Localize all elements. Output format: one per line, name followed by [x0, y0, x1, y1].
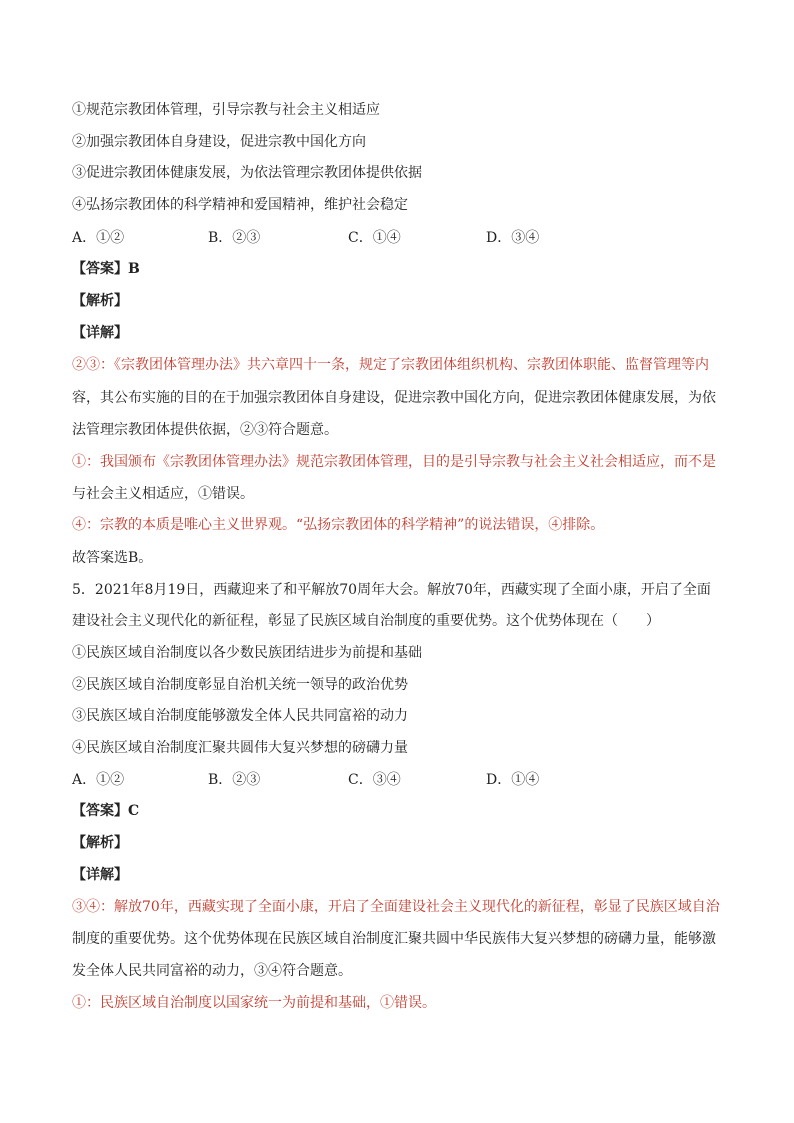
q4-option-b: B．②③ [208, 230, 261, 246]
q5-stem-line-1: 5．2021年8月19日，西藏迎来了和平解放70周年大会。解放70年，西藏实现了全面小康，开启了全面 [72, 582, 711, 598]
q5-option-b: B．②③ [208, 772, 261, 788]
q4-item-3: ③促进宗教团体健康发展，为依法管理宗教团体提供依据 [72, 165, 422, 181]
q4-option-a: A．①② [72, 230, 125, 246]
q5-explain-line-4: ①：民族区域自治制度以国家统一为前提和基础，①错误。 [72, 995, 436, 1011]
q4-explain-line-1: ②③：《宗教团体管理办法》共六章四十一条，规定了宗教团体组织机构、宗教团体职能、监督管理等内 [72, 357, 709, 373]
q4-detail-label: 【详解】 [72, 325, 128, 341]
q5-item-3: ③民族区域自治制度能够激发全体人民共同富裕的动力 [72, 708, 408, 724]
q4-item-2: ②加强宗教团体自身建设，促进宗教中国化方向 [72, 134, 366, 150]
q4-option-c: C．①④ [348, 230, 401, 246]
q4-explain-line-3: 法管理宗教团体提供依据，②③符合题意。 [72, 422, 338, 438]
q4-item-1: ①规范宗教团体管理，引导宗教与社会主义相适应 [72, 102, 380, 118]
q5-explain-line-1: ③④：解放70年，西藏实现了全面小康，开启了全面建设社会主义现代化的新征程，彰显了民族区域自治 [72, 899, 720, 915]
q5-answer: 【答案】C [72, 803, 140, 819]
q4-conclusion: 故答案选B。 [72, 550, 153, 566]
q4-explain-line-6: ④：宗教的本质是唯心主义世界观。“弘扬宗教团体的科学精神”的说法错误，④排除。 [72, 517, 605, 533]
q5-detail-label: 【详解】 [72, 867, 128, 883]
q4-explain-line-5: 与社会主义相适应，①错误。 [72, 486, 254, 502]
q5-stem-line-2: 建设社会主义现代化的新征程，彰显了民族区域自治制度的重要优势。这个优势体现在（ ） [72, 613, 660, 629]
q5-option-c: C．③④ [348, 772, 401, 788]
q4-analysis-label: 【解析】 [72, 293, 128, 309]
q4-explain-line-2: 容，其公布实施的目的在于加强宗教团体自身建设，促进宗教中国化方向，促进宗教团体健康发展，为依 [72, 390, 716, 406]
q5-explain-line-2: 制度的重要优势。这个优势体现在民族区域自治制度汇聚共圆中华民族伟大复兴梦想的磅礴力量，能够激 [72, 931, 716, 947]
q5-analysis-label: 【解析】 [72, 835, 128, 851]
q4-item-4: ④弘扬宗教团体的科学精神和爱国精神，维护社会稳定 [72, 197, 408, 213]
q5-item-4: ④民族区域自治制度汇聚共圆伟大复兴梦想的磅礴力量 [72, 740, 408, 756]
q5-item-2: ②民族区域自治制度彰显自治机关统一领导的政治优势 [72, 677, 408, 693]
q5-option-a: A．①② [72, 772, 125, 788]
q5-item-1: ①民族区域自治制度以各少数民族团结进步为前提和基础 [72, 645, 422, 661]
q5-option-d: D．①④ [486, 772, 540, 788]
q4-explain-line-4: ①：我国颁布《宗教团体管理办法》规范宗教团体管理，目的是引导宗教与社会主义社会相适应，而不是 [72, 454, 716, 470]
q5-explain-line-3: 发全体人民共同富裕的动力，③④符合题意。 [72, 963, 352, 979]
q4-option-d: D．③④ [486, 230, 540, 246]
q4-answer: 【答案】B [72, 261, 140, 277]
